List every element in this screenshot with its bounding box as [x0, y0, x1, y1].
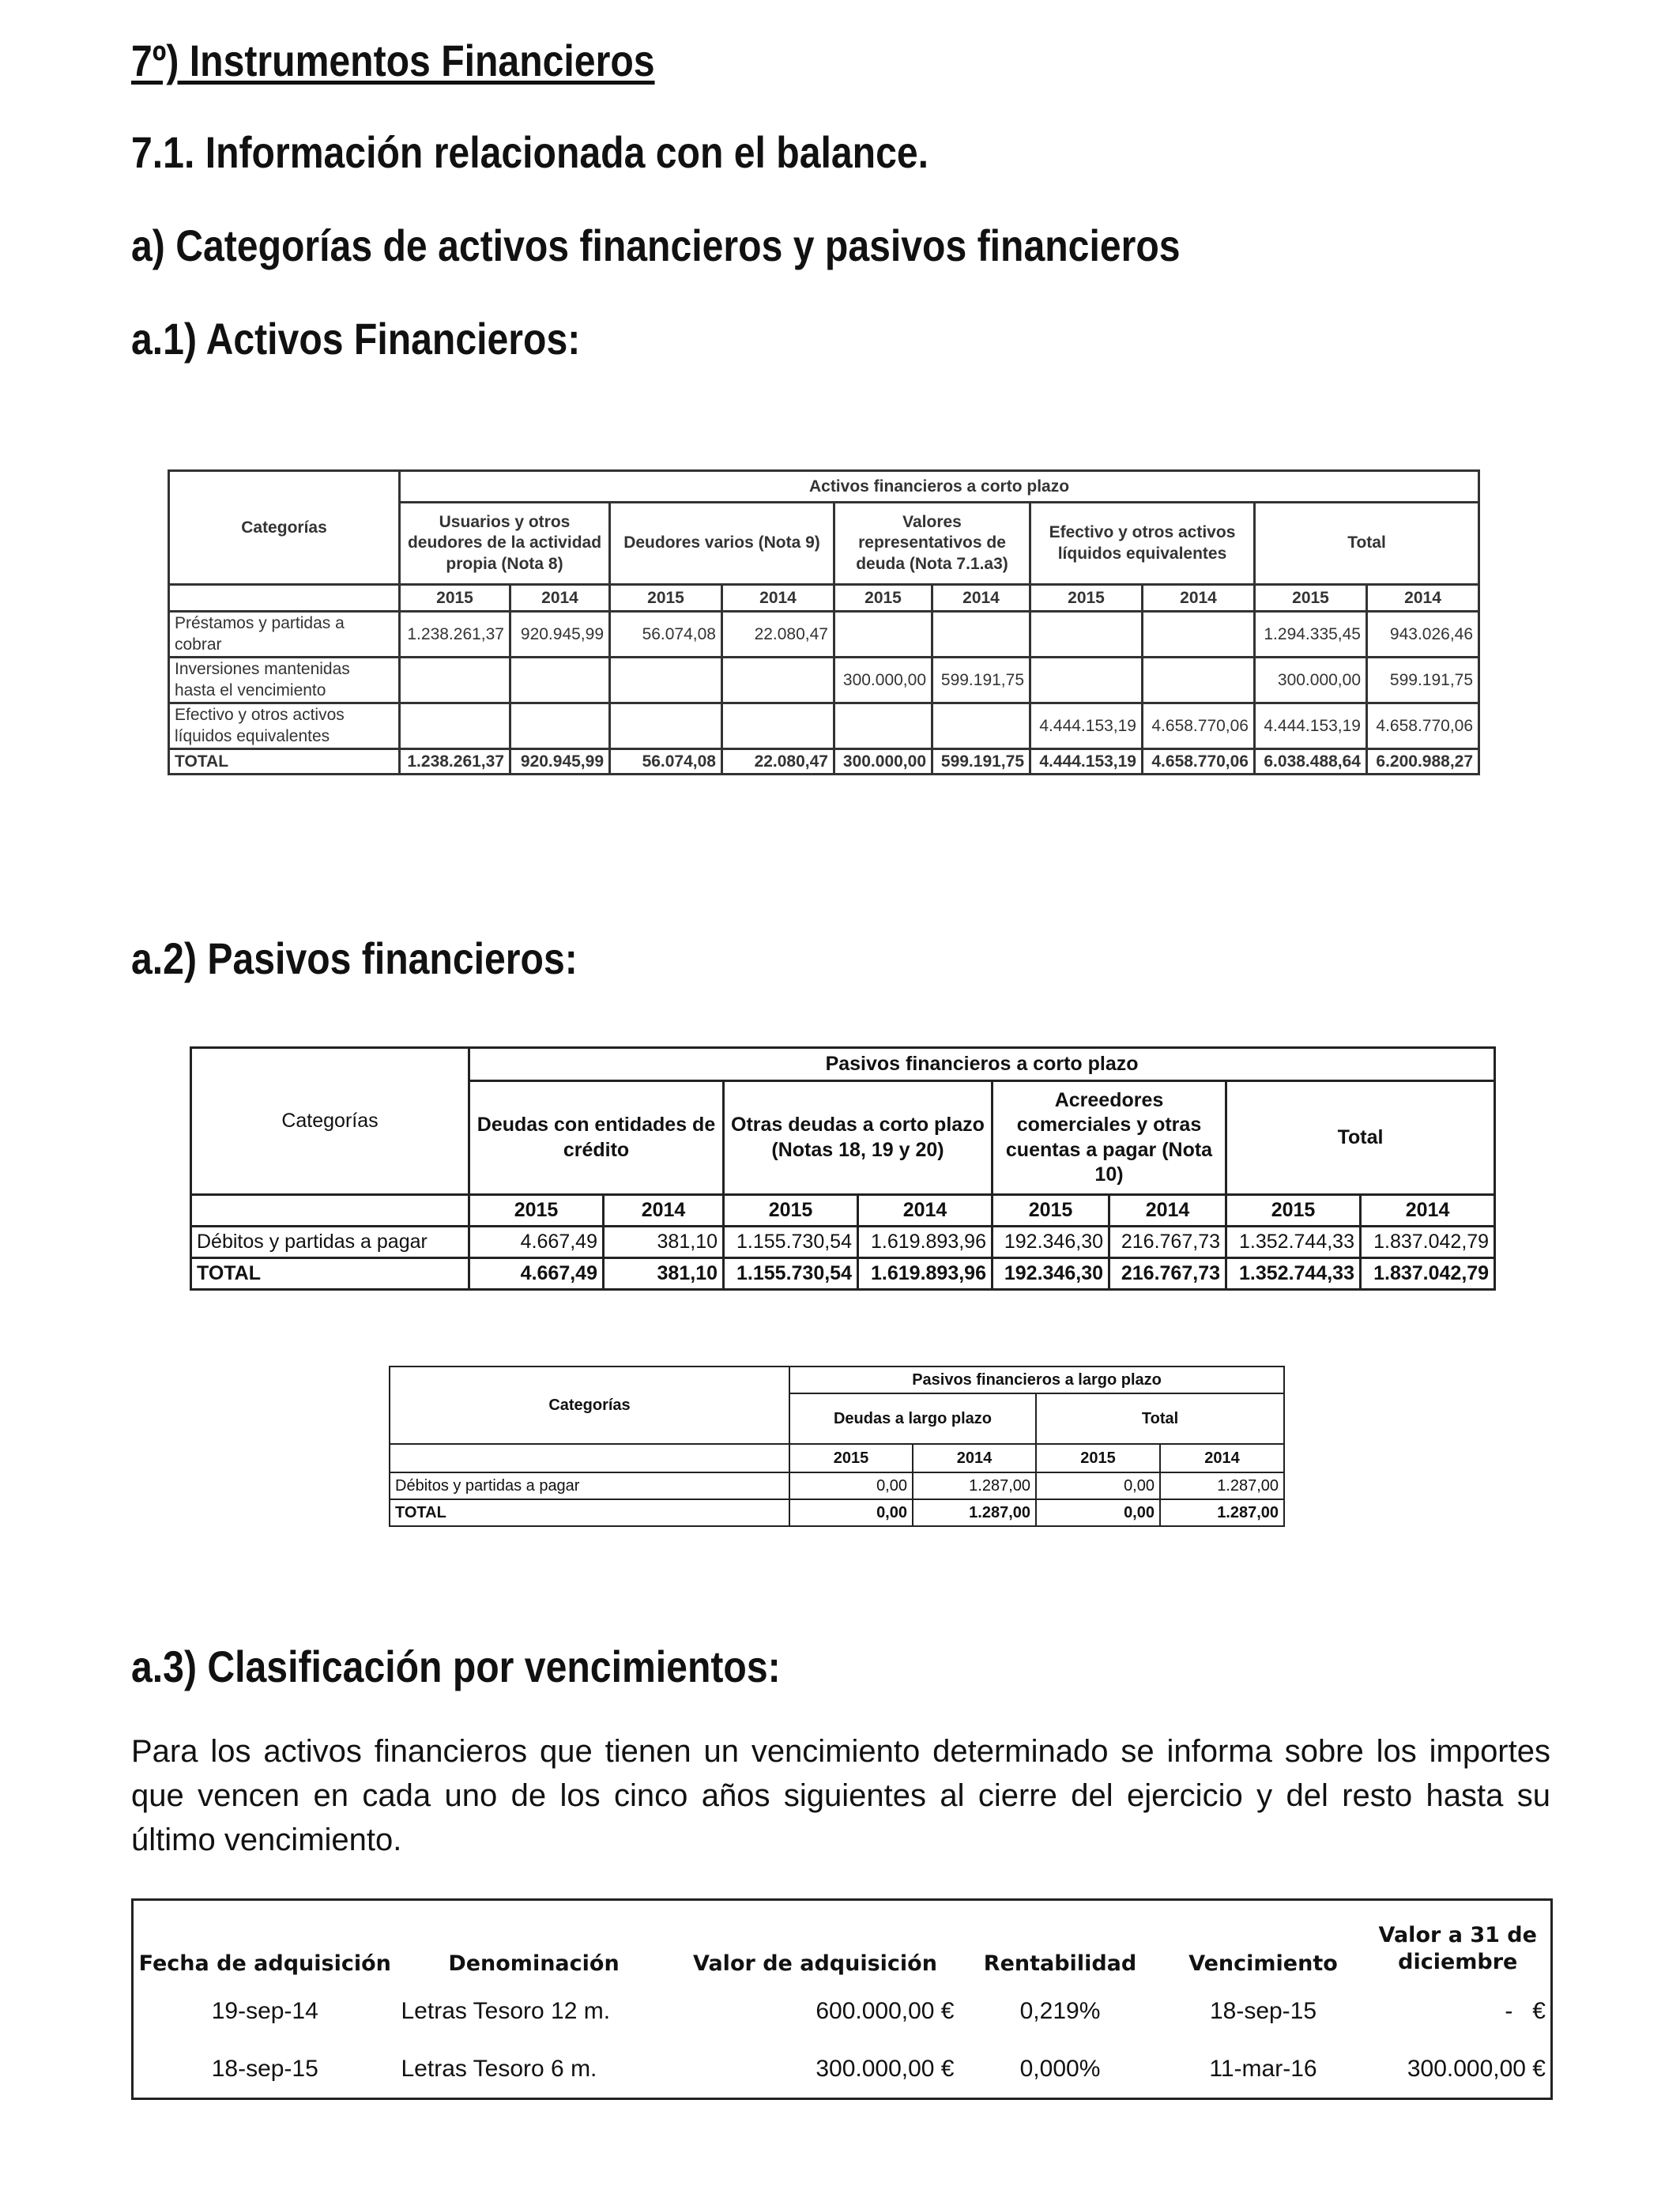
total-cell: 216.767,73: [1109, 1258, 1226, 1290]
total-cell: 1.287,00: [913, 1499, 1036, 1526]
header-fecha: Fecha de adquisición: [138, 1951, 391, 1976]
value-cell: 1.294.335,45: [1255, 612, 1367, 658]
total-cell: 1.238.261,37: [400, 749, 510, 775]
year-header: 2014: [1109, 1195, 1226, 1227]
year-header: 2014: [913, 1444, 1036, 1472]
value-cell: 599.191,75: [1367, 658, 1479, 703]
group-header: Pasivos financieros a largo plazo: [789, 1367, 1284, 1393]
column-header: Deudas a largo plazo: [789, 1393, 1036, 1444]
value-cell: [834, 612, 932, 658]
year-header: 2014: [604, 1195, 724, 1227]
vencimiento-cell: 18-sep-15: [1209, 1997, 1317, 2024]
row-label: Préstamos y partidas a cobrar: [169, 612, 400, 658]
value-cell: [510, 703, 610, 749]
value-cell: 1.287,00: [1160, 1472, 1284, 1499]
empty-cell: [191, 1195, 469, 1227]
year-header: 2014: [1143, 585, 1255, 612]
year-header: 2015: [1030, 585, 1143, 612]
column-header: Efectivo y otros activos líquidos equivalentes: [1030, 503, 1255, 585]
pasivos-largo-table: [389, 1366, 1285, 1527]
value-cell: 1.352.744,33: [1226, 1227, 1361, 1258]
value-cell: [1143, 612, 1255, 658]
vencimientos-heading: a.3) Clasificación por vencimientos:: [131, 1642, 781, 1691]
valor31-cell: - €: [1505, 1997, 1546, 2024]
total-cell: 1.619.893,96: [858, 1258, 993, 1290]
value-cell: 22.080,47: [722, 612, 834, 658]
header-vencimiento: Vencimiento: [1188, 1951, 1338, 1976]
row-label: Débitos y partidas a pagar: [390, 1472, 789, 1499]
value-cell: [722, 703, 834, 749]
value-cell: [1030, 612, 1143, 658]
value-cell: 1.287,00: [913, 1472, 1036, 1499]
value-cell: 943.026,46: [1367, 612, 1479, 658]
vencimientos-paragraph: Para los activos financieros que tienen un vencimiento determinado se informa sobre los importes que vencen en cada uno de los cinco años siguientes al cierre del ejercicio y del resto hasta su último vencimiento.: [131, 1734, 1550, 1857]
year-header: 2014: [932, 585, 1030, 612]
year-header: 2015: [993, 1195, 1109, 1227]
value-cell: [722, 658, 834, 703]
year-header: 2014: [1367, 585, 1479, 612]
total-cell: 4.658.770,06: [1143, 749, 1255, 775]
value-cell: [610, 703, 722, 749]
activos-heading: a.1) Activos Financieros:: [131, 314, 581, 364]
row-label: Efectivo y otros activos líquidos equivalentes: [169, 703, 400, 749]
year-header: 2015: [1255, 585, 1367, 612]
denominacion-cell: Letras Tesoro 6 m.: [401, 2055, 597, 2082]
group-header: Pasivos financieros a corto plazo: [469, 1048, 1495, 1081]
header-rentabilidad: Rentabilidad: [983, 1951, 1137, 1976]
categorias-header: Categorías: [169, 471, 400, 585]
denominacion-cell: Letras Tesoro 12 m.: [401, 1997, 611, 2024]
valor31-cell: 300.000,00 €: [1407, 2055, 1546, 2082]
total-cell: 920.945,99: [510, 749, 610, 775]
year-header: 2014: [510, 585, 610, 612]
column-header: Usuarios y otros deudores de la actividad propia (Nota 8): [400, 503, 610, 585]
total-cell: 0,00: [1036, 1499, 1160, 1526]
value-cell: 4.444.153,19: [1030, 703, 1143, 749]
row-label: Inversiones mantenidas hasta el vencimiento: [169, 658, 400, 703]
value-cell: 1.155.730,54: [724, 1227, 858, 1258]
total-cell: 0,00: [789, 1499, 913, 1526]
value-cell: 300.000,00: [1255, 658, 1367, 703]
value-cell: 920.945,99: [510, 612, 610, 658]
value-cell: [610, 658, 722, 703]
column-header: Total: [1036, 1393, 1284, 1444]
total-cell: 1.837.042,79: [1361, 1258, 1495, 1290]
total-cell: 1.352.744,33: [1226, 1258, 1361, 1290]
vencimiento-cell: 11-mar-16: [1209, 2055, 1317, 2082]
row-label: Débitos y partidas a pagar: [191, 1227, 469, 1258]
value-cell: 4.658.770,06: [1367, 703, 1479, 749]
column-header: Total: [1255, 503, 1479, 585]
year-header: 2015: [1036, 1444, 1160, 1472]
value-cell: 4.658.770,06: [1143, 703, 1255, 749]
year-header: 2015: [724, 1195, 858, 1227]
subsection-title: 7.1. Información relacionada con el balance.: [131, 127, 929, 177]
year-header: 2015: [469, 1195, 604, 1227]
year-header: 2015: [610, 585, 722, 612]
total-label: TOTAL: [191, 1258, 469, 1290]
categorias-header: Categorías: [390, 1367, 789, 1444]
column-header: Otras deudas a corto plazo (Notas 18, 19 y 20): [724, 1081, 993, 1195]
pasivos-heading: a.2) Pasivos financieros:: [131, 933, 578, 983]
value-cell: 300.000,00: [834, 658, 932, 703]
total-cell: 381,10: [604, 1258, 724, 1290]
rentabilidad-cell: 0,000%: [1019, 2055, 1101, 2082]
year-header: 2015: [1226, 1195, 1361, 1227]
group-header: Activos financieros a corto plazo: [400, 471, 1479, 503]
total-label: TOTAL: [169, 749, 400, 775]
column-header: Total: [1226, 1081, 1495, 1195]
rentabilidad-cell: 0,219%: [1019, 1997, 1101, 2024]
column-header: Acreedores comerciales y otras cuentas a pagar (Nota 10): [993, 1081, 1226, 1195]
total-cell: 22.080,47: [722, 749, 834, 775]
empty-cell: [169, 585, 400, 612]
year-header: 2015: [400, 585, 510, 612]
value-cell: 216.767,73: [1109, 1227, 1226, 1258]
total-cell: 4.667,49: [469, 1258, 604, 1290]
value-cell: [400, 658, 510, 703]
value-cell: 1.238.261,37: [400, 612, 510, 658]
value-cell: 4.667,49: [469, 1227, 604, 1258]
header-valor-31-dic: Valor a 31 de diciembre: [1378, 1923, 1537, 1974]
year-header: 2014: [1361, 1195, 1495, 1227]
value-cell: [932, 612, 1030, 658]
vencimientos-table: [131, 1898, 1553, 2100]
valor-cell: 300.000,00 €: [816, 2055, 955, 2082]
header-denominacion: Denominación: [448, 1951, 620, 1976]
value-cell: 4.444.153,19: [1255, 703, 1367, 749]
total-cell: 6.200.988,27: [1367, 749, 1479, 775]
column-header: Deudas con entidades de crédito: [469, 1081, 724, 1195]
column-header: Deudores varios (Nota 9): [610, 503, 834, 585]
value-cell: [1030, 658, 1143, 703]
value-cell: 0,00: [1036, 1472, 1160, 1499]
value-cell: [510, 658, 610, 703]
activos-table: [168, 469, 1480, 775]
value-cell: 1.619.893,96: [858, 1227, 993, 1258]
year-header: 2014: [858, 1195, 993, 1227]
valor-cell: 600.000,00 €: [816, 1997, 955, 2024]
total-cell: 1.287,00: [1160, 1499, 1284, 1526]
year-header: 2014: [722, 585, 834, 612]
total-cell: 4.444.153,19: [1030, 749, 1143, 775]
total-cell: 192.346,30: [993, 1258, 1109, 1290]
pasivos-corto-table: [190, 1046, 1496, 1291]
section-title: 7º) Instrumentos Financieros: [131, 36, 655, 85]
value-cell: 192.346,30: [993, 1227, 1109, 1258]
total-label: TOTAL: [390, 1499, 789, 1526]
categorias-header: Categorías: [191, 1048, 469, 1195]
value-cell: 381,10: [604, 1227, 724, 1258]
value-cell: 56.074,08: [610, 612, 722, 658]
total-cell: 6.038.488,64: [1255, 749, 1367, 775]
total-cell: 599.191,75: [932, 749, 1030, 775]
total-cell: 300.000,00: [834, 749, 932, 775]
year-header: 2014: [1160, 1444, 1284, 1472]
fecha-cell: 18-sep-15: [211, 2055, 318, 2082]
total-cell: 1.155.730,54: [724, 1258, 858, 1290]
total-cell: 56.074,08: [610, 749, 722, 775]
value-cell: [834, 703, 932, 749]
year-header: 2015: [834, 585, 932, 612]
categories-heading: a) Categorías de activos financieros y pasivos financieros: [131, 221, 1181, 270]
fecha-cell: 19-sep-14: [211, 1997, 318, 2024]
empty-cell: [390, 1444, 789, 1472]
column-header: Valores representativos de deuda (Nota 7.1.a3): [834, 503, 1030, 585]
year-header: 2015: [789, 1444, 913, 1472]
value-cell: 0,00: [789, 1472, 913, 1499]
value-cell: [400, 703, 510, 749]
header-valor-adquisicion: Valor de adquisición: [693, 1951, 937, 1976]
value-cell: 599.191,75: [932, 658, 1030, 703]
value-cell: [932, 703, 1030, 749]
value-cell: 1.837.042,79: [1361, 1227, 1495, 1258]
value-cell: [1143, 658, 1255, 703]
